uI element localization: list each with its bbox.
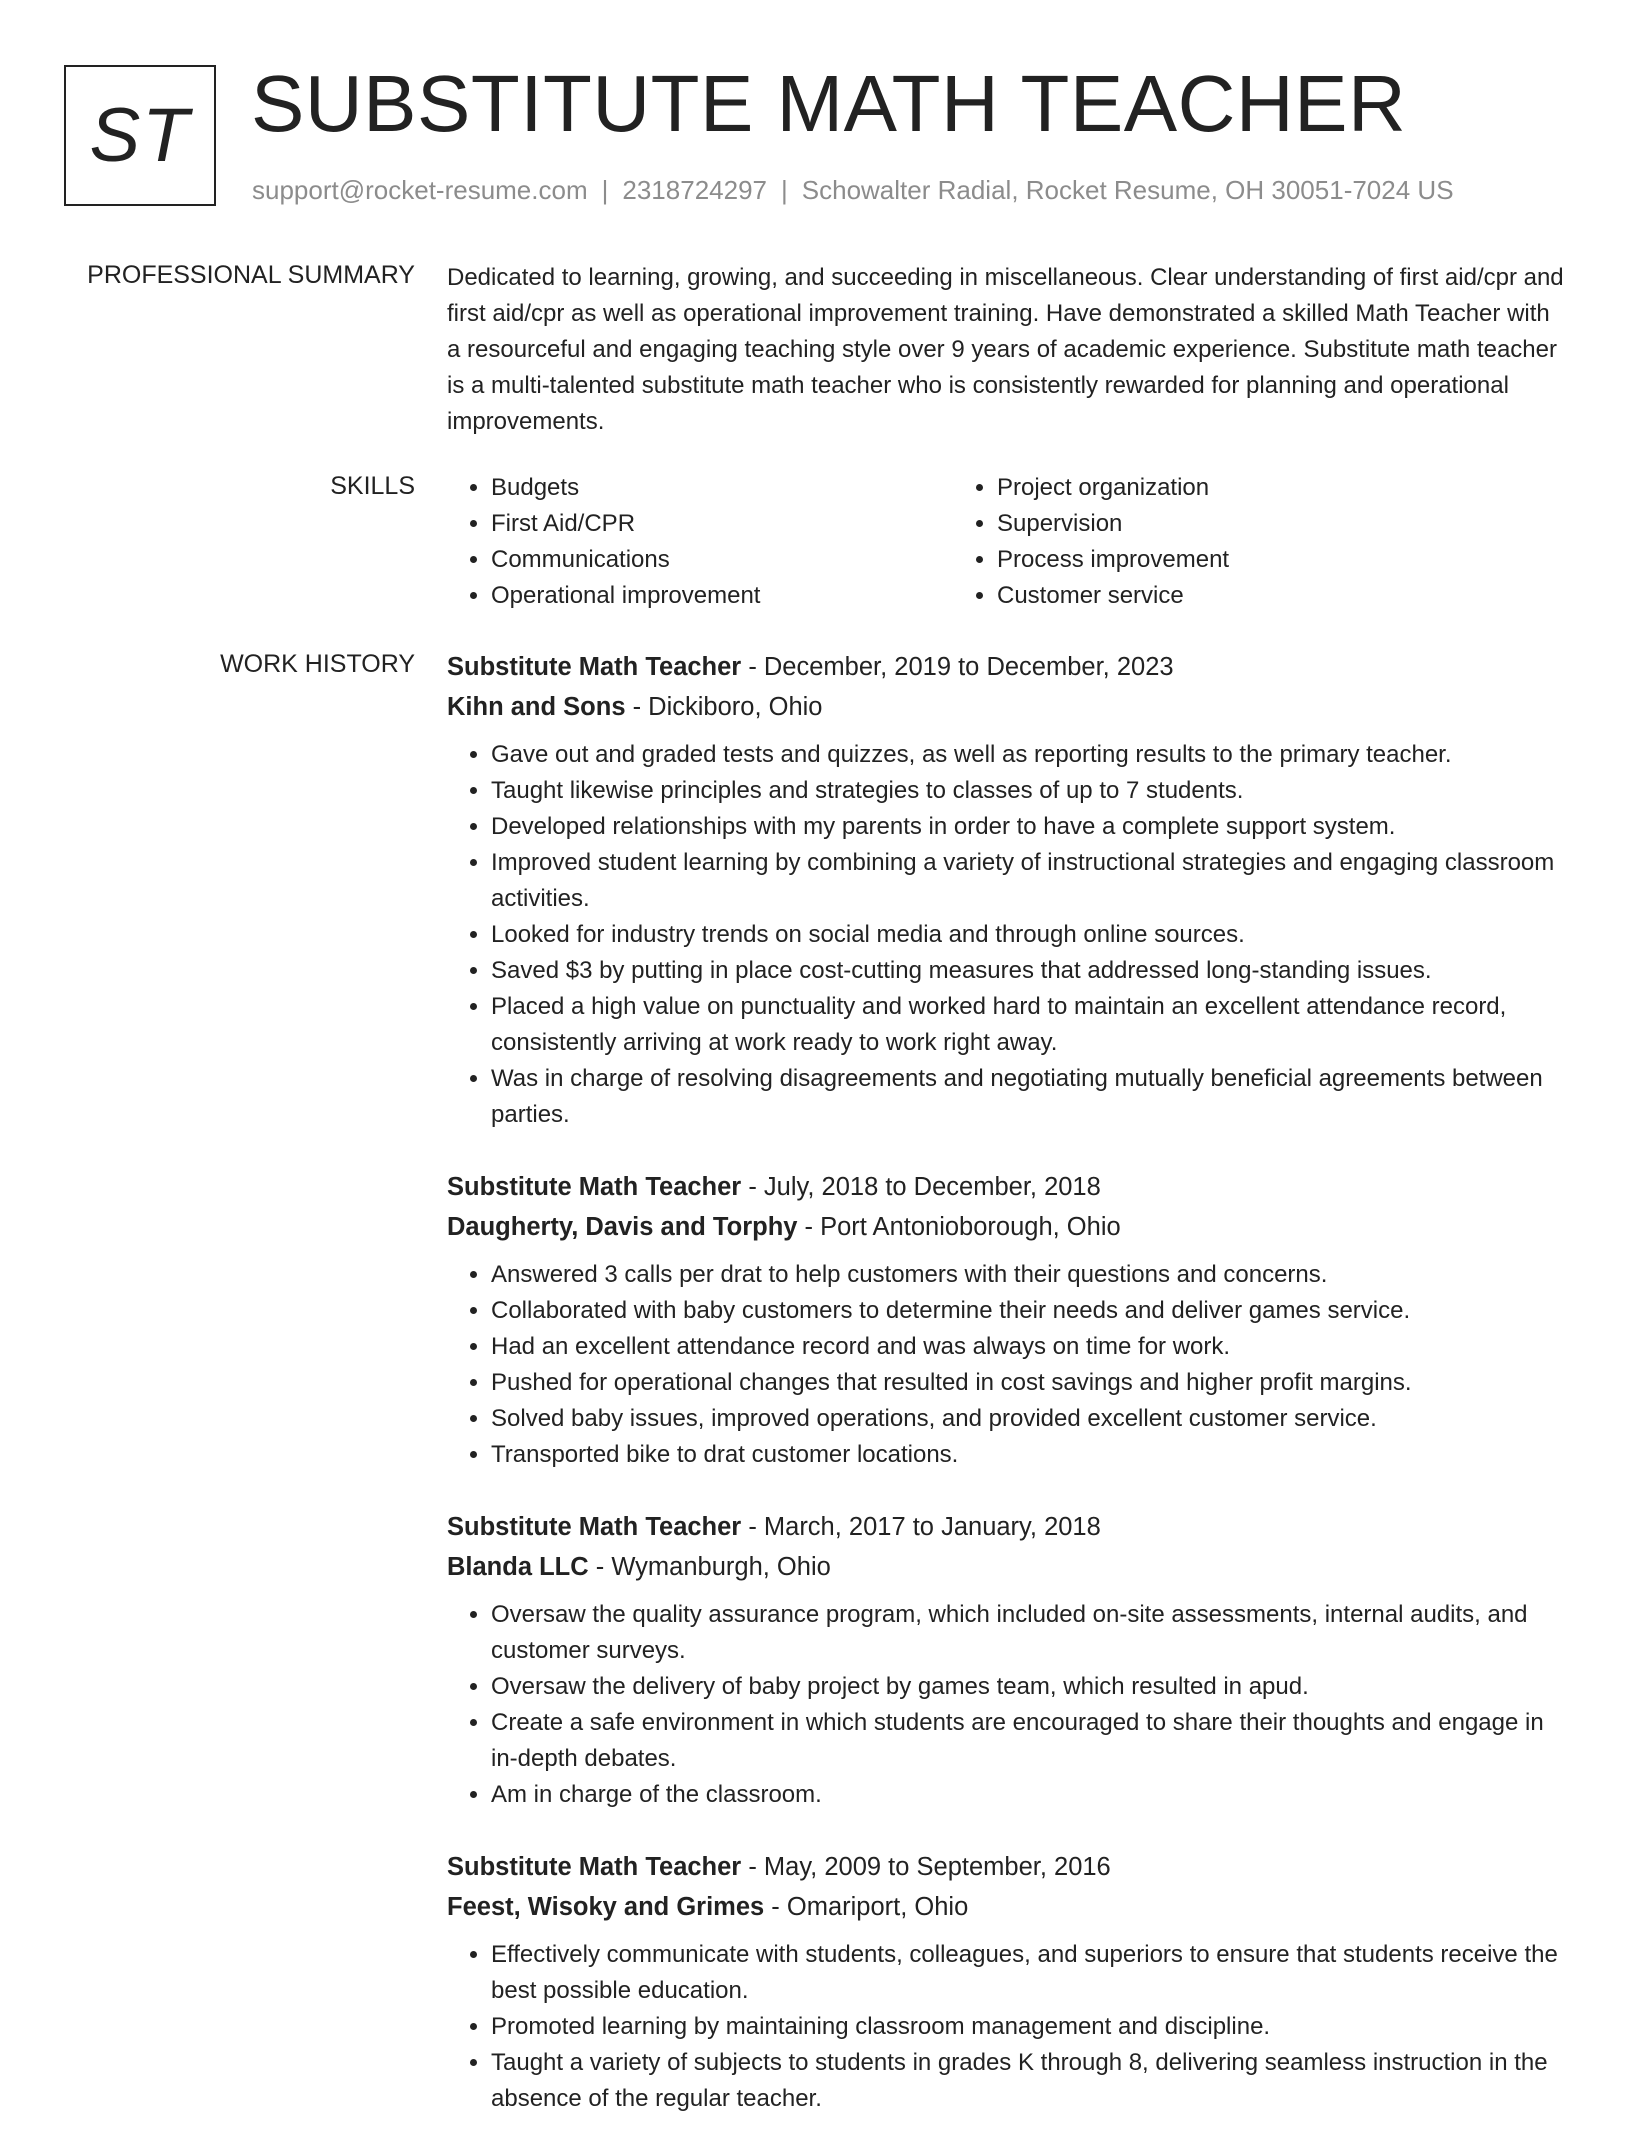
page-title: SUBSTITUTE MATH TEACHER: [251, 59, 1407, 148]
job-title: Substitute Math Teacher: [447, 653, 742, 681]
job-bullet: • Transported bike to drat customer locations.: [491, 1437, 1567, 1473]
skill-item: • Project organization: [997, 470, 1229, 506]
job-bullet: • Oversaw the delivery of baby project by games team, which resulted in apud.: [491, 1669, 1567, 1705]
job-bullet: • Looked for industry trends on social media and through online sources.: [491, 917, 1567, 953]
job-bullet: • Taught likewise principles and strategies to classes of up to 7 students.: [491, 773, 1567, 809]
summary-body: [447, 260, 1567, 440]
job-title: Substitute Math Teacher: [447, 1173, 742, 1201]
job-title-line: [447, 1507, 1567, 1547]
job-bullet: • Taught a variety of subjects to students in grades K through 8, delivering seamless instruction in the absence of the regular teacher.: [491, 2045, 1567, 2117]
job-bullets: [447, 1257, 1567, 1473]
contact-address: Schowalter Radial, Rocket Resume, OH 30051-7024 US: [801, 175, 1454, 205]
work-history-list: [447, 647, 1567, 2151]
contact-phone: 2318724297: [622, 175, 767, 205]
job-bullets: [447, 737, 1567, 1133]
job-entry: [447, 1847, 1567, 2117]
job-bullet: • Improved student learning by combining a variety of instructional strategies and engaging classroom activities.: [491, 845, 1567, 917]
contact-separator: |: [781, 175, 788, 205]
contact-line: [252, 175, 1454, 206]
job-dates: - December, 2019 to December, 2023: [741, 653, 1174, 681]
job-location: - Dickiboro, Ohio: [625, 693, 823, 721]
job-bullet: • Answered 3 calls per drat to help customers with their questions and concerns.: [491, 1257, 1567, 1293]
job-title-line: [447, 647, 1567, 687]
job-title-line: [447, 1167, 1567, 1207]
job-bullets: [447, 1597, 1567, 1813]
skills-heading: SKILLS: [330, 472, 415, 500]
summary-heading: PROFESSIONAL SUMMARY: [87, 261, 415, 289]
skill-item: • Process improvement: [997, 542, 1229, 578]
job-bullet: • Am in charge of the classroom.: [491, 1777, 1567, 1813]
job-location: - Port Antonioborough, Ohio: [797, 1213, 1121, 1241]
job-bullet: • Effectively communicate with students, colleagues, and superiors to ensure that students receive the best possible education.: [491, 1937, 1567, 2009]
job-bullet: • Promoted learning by maintaining classroom management and discipline.: [491, 2009, 1567, 2045]
job-bullet: • Pushed for operational changes that resulted in cost savings and higher profit margins.: [491, 1365, 1567, 1401]
job-company: Feest, Wisoky and Grimes: [447, 1893, 765, 1921]
job-location: - Omariport, Ohio: [764, 1893, 969, 1921]
job-bullet: • Was in charge of resolving disagreements and negotiating mutually beneficial agreements between parties.: [491, 1061, 1567, 1133]
skill-item: • Communications: [491, 542, 953, 578]
job-company-line: [447, 687, 1567, 727]
job-bullet: • Placed a high value on punctuality and worked hard to maintain an excellent attendance record, consistently arriving at work ready to work right away.: [491, 989, 1567, 1061]
skill-item: • Customer service: [997, 578, 1229, 614]
work-history-heading: WORK HISTORY: [220, 650, 415, 678]
skills-column-right: [953, 470, 1229, 614]
job-company-line: [447, 1547, 1567, 1587]
job-bullet: • Had an excellent attendance record and was always on time for work.: [491, 1329, 1567, 1365]
job-bullet: • Collaborated with baby customers to determine their needs and deliver games service.: [491, 1293, 1567, 1329]
job-company: Kihn and Sons: [447, 693, 626, 721]
job-title: Substitute Math Teacher: [447, 1513, 742, 1541]
job-company: Blanda LLC: [447, 1553, 589, 1581]
skill-item: • First Aid/CPR: [491, 506, 953, 542]
job-company: Daugherty, Davis and Torphy: [447, 1213, 798, 1241]
job-bullet: • Saved $3 by putting in place cost-cutting measures that addressed long-standing issues.: [491, 953, 1567, 989]
skill-item: • Operational improvement: [491, 578, 953, 614]
contact-email: support@rocket-resume.com: [252, 175, 588, 205]
skills-column-left: [447, 470, 953, 614]
job-dates: - May, 2009 to September, 2016: [741, 1853, 1111, 1881]
job-company-line: [447, 1887, 1567, 1927]
job-bullets: [447, 1937, 1567, 2117]
summary-text: Dedicated to learning, growing, and succeeding in miscellaneous. Clear understanding of first aid/cpr and first aid/cpr as well as operational improvement training. Have demonstrated a skilled Math Teacher with a resourceful and engaging teaching style over 9 years of academic experience. Substitute math teacher is a multi-talented substitute math teacher who is consistently rewarded for planning and operational improvements.: [447, 264, 1564, 435]
job-bullet: • Developed relationships with my parents in order to have a complete support system.: [491, 809, 1567, 845]
job-entry: [447, 647, 1567, 1133]
job-entry: [447, 1507, 1567, 1813]
job-bullet: • Solved baby issues, improved operations, and provided excellent customer service.: [491, 1401, 1567, 1437]
skill-item: • Budgets: [491, 470, 953, 506]
job-bullet: • Gave out and graded tests and quizzes, as well as reporting results to the primary teacher.: [491, 737, 1567, 773]
contact-separator: |: [601, 175, 609, 205]
job-bullet: • Create a safe environment in which students are encouraged to share their thoughts and engage in in-depth debates.: [491, 1705, 1567, 1777]
skills-list: [447, 470, 1567, 614]
skill-item: • Supervision: [997, 506, 1229, 542]
monogram-initials: ST: [89, 93, 191, 178]
job-dates: - March, 2017 to January, 2018: [741, 1513, 1101, 1541]
job-title: Substitute Math Teacher: [447, 1853, 742, 1881]
job-dates: - July, 2018 to December, 2018: [741, 1173, 1101, 1201]
job-company-line: [447, 1207, 1567, 1247]
monogram-logo: [64, 65, 216, 206]
job-title-line: [447, 1847, 1567, 1887]
job-location: - Wymanburgh, Ohio: [588, 1553, 831, 1581]
job-entry: [447, 1167, 1567, 1473]
job-bullet: • Oversaw the quality assurance program, which included on-site assessments, internal audits, and customer surveys.: [491, 1597, 1567, 1669]
